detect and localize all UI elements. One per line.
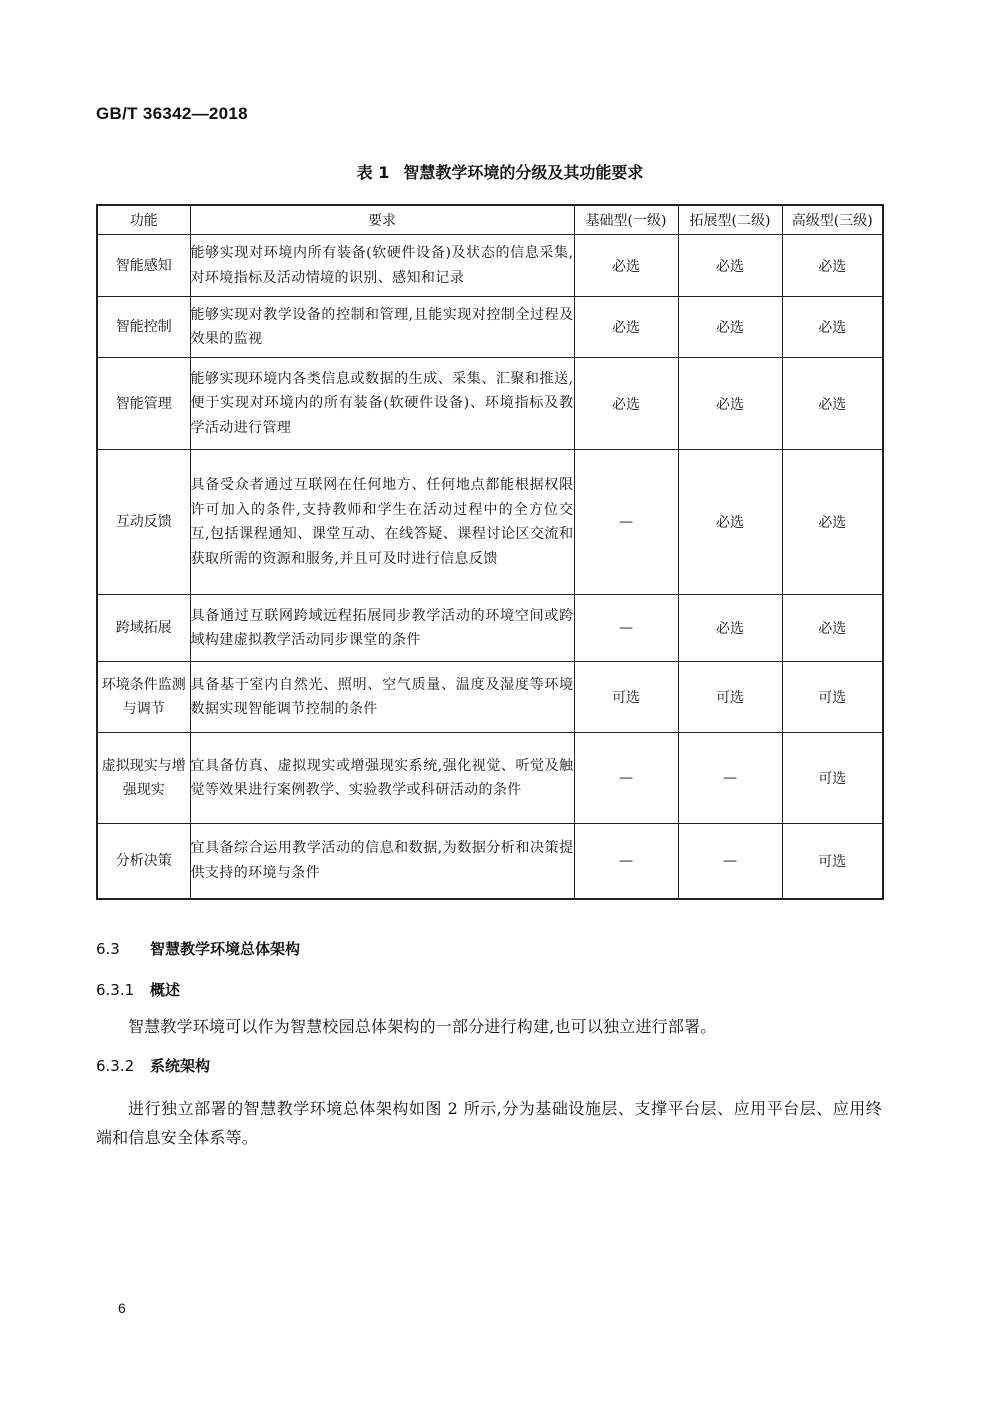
col-header-function: 功能 (97, 205, 190, 235)
function-cell: 智能感知 (97, 235, 190, 297)
level-advanced-cell: 可选 (782, 824, 883, 899)
table-row (97, 297, 883, 358)
requirements-table (96, 204, 884, 900)
section-heading-6-3-1 (96, 979, 180, 1000)
requirement-cell: 宜具备仿真、虚拟现实或增强现实系统,强化视觉、听觉及触觉等效果进行案例教学、实验教学或科研活动的条件 (190, 733, 574, 824)
section-title: 系统架构 (150, 1057, 211, 1075)
level-basic-cell: — (574, 824, 678, 899)
standard-code: GB/T 36342—2018 (96, 104, 248, 123)
function-cell: 智能控制 (97, 297, 190, 358)
requirement-cell: 能够实现对环境内所有装备(软硬件设备)及状态的信息采集,对环境指标及活动情境的识别、感知和记录 (190, 235, 574, 297)
level-extended-cell: — (678, 824, 782, 899)
level-advanced-cell: 必选 (782, 450, 883, 595)
function-cell: 虚拟现实与增强现实 (97, 733, 190, 824)
col-header-basic: 基础型(一级) (574, 205, 678, 235)
function-cell: 智能管理 (97, 358, 190, 450)
paragraph-overview: 智慧教学环境可以作为智慧校园总体架构的一部分进行构建,也可以独立进行部署。 (128, 1017, 717, 1036)
level-advanced-cell: 可选 (782, 662, 883, 733)
level-extended-cell: — (678, 733, 782, 824)
requirement-cell: 能够实现对教学设备的控制和管理,且能实现对控制全过程及效果的监视 (190, 297, 574, 358)
function-cell: 分析决策 (97, 824, 190, 899)
col-header-requirement: 要求 (190, 205, 574, 235)
requirement-cell: 宜具备综合运用教学活动的信息和数据,为数据分析和决策提供支持的环境与条件 (190, 824, 574, 899)
level-advanced-cell: 必选 (782, 358, 883, 450)
table-title (0, 160, 1000, 183)
level-extended-cell: 必选 (678, 358, 782, 450)
table-row (97, 235, 883, 297)
section-title: 智慧教学环境总体架构 (150, 940, 301, 958)
requirement-cell: 具备基于室内自然光、照明、空气质量、温度及湿度等环境数据实现智能调节控制的条件 (190, 662, 574, 733)
paragraph-system-architecture: 进行独立部署的智慧教学环境总体架构如图 2 所示,分为基础设施层、支撑平台层、应用平台层、应用终端和信息安全体系等。 (96, 1099, 882, 1147)
col-header-advanced: 高级型(三级) (782, 205, 883, 235)
level-extended-cell: 必选 (678, 450, 782, 595)
table-header-row (97, 205, 883, 235)
section-heading-6-3 (96, 938, 300, 959)
table-caption: 智慧教学环境的分级及其功能要求 (403, 163, 644, 182)
level-extended-cell: 必选 (678, 235, 782, 297)
level-basic-cell: — (574, 595, 678, 662)
requirement-cell: 能够实现环境内各类信息或数据的生成、采集、汇聚和推送,便于实现对环境内的所有装备(软硬件设备)、环境指标及教学活动进行管理 (190, 358, 574, 450)
level-extended-cell: 必选 (678, 297, 782, 358)
level-extended-cell: 可选 (678, 662, 782, 733)
level-basic-cell: 必选 (574, 235, 678, 297)
function-cell: 跨域拓展 (97, 595, 190, 662)
requirement-cell: 具备通过互联网跨域远程拓展同步教学活动的环境空间或跨域构建虚拟教学活动同步课堂的条件 (190, 595, 574, 662)
section-title: 概述 (150, 981, 181, 999)
page-number: 6 (118, 1300, 126, 1316)
table-row (97, 824, 883, 899)
level-extended-cell: 必选 (678, 595, 782, 662)
level-basic-cell: 必选 (574, 358, 678, 450)
table-row (97, 662, 883, 733)
section-number: 6.3.1 (96, 981, 135, 999)
level-advanced-cell: 必选 (782, 235, 883, 297)
level-advanced-cell: 可选 (782, 733, 883, 824)
table-row (97, 595, 883, 662)
level-advanced-cell: 必选 (782, 297, 883, 358)
level-basic-cell: — (574, 450, 678, 595)
section-number: 6.3.2 (96, 1057, 135, 1075)
col-header-extended: 拓展型(二级) (678, 205, 782, 235)
level-basic-cell: — (574, 733, 678, 824)
table-number: 表 1 (356, 163, 390, 182)
requirement-cell: 具备受众者通过互联网在任何地方、任何地点都能根据权限许可加入的条件,支持教师和学生在活动过程中的全方位交互,包括课程通知、课堂互动、在线答疑、课程讨论区交流和获取所需的资源和服务,并且可及时进行信息反馈 (190, 450, 574, 595)
table-row (97, 450, 883, 595)
section-number: 6.3 (96, 940, 120, 958)
table-row (97, 733, 883, 824)
function-cell: 互动反馈 (97, 450, 190, 595)
table-row (97, 358, 883, 450)
function-cell: 环境条件监测与调节 (97, 662, 190, 733)
level-basic-cell: 必选 (574, 297, 678, 358)
section-heading-6-3-2 (96, 1055, 210, 1076)
level-basic-cell: 可选 (574, 662, 678, 733)
level-advanced-cell: 必选 (782, 595, 883, 662)
